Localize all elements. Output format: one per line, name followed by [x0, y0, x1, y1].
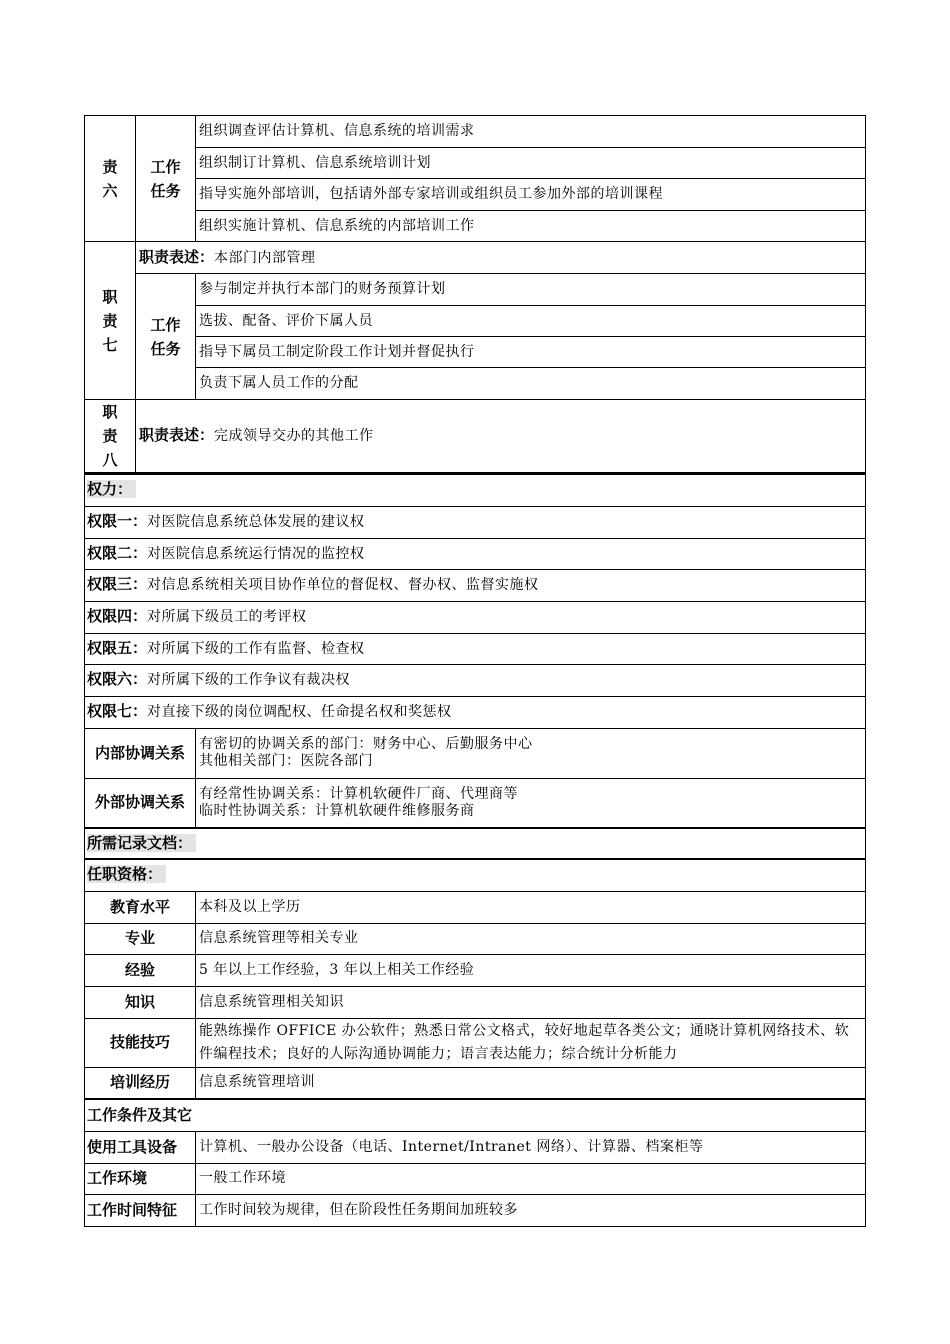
authority-item: 权限二：对医院信息系统运行情况的监控权: [85, 538, 866, 569]
authority-item: 权限七：对直接下级的岗位调配权、任命提名权和奖惩权: [85, 696, 866, 728]
qualification-value: 本科及以上学历: [196, 891, 866, 923]
duty7-desc-row: [136, 242, 866, 274]
duty6-task: 组织调查评估计算机、信息系统的培训需求: [196, 116, 866, 148]
qualification-label: 专业: [85, 923, 196, 954]
authority-item: 权限五：对所属下级的工作有监督、检查权: [85, 633, 866, 664]
external-label: 外部协调关系: [85, 778, 196, 828]
duty6-task: 组织实施计算机、信息系统的内部培训工作: [196, 211, 866, 242]
duty6-task: 指导实施外部培训，包括请外部专家培训或组织员工参加外部的培训课程: [196, 179, 866, 211]
details-table: [84, 473, 866, 1227]
authority-item: 权限四：对所属下级员工的考评权: [85, 601, 866, 633]
internal-value: 有密切的协调关系的部门：财务中心、后勤服务中心 其他相关部门：医院各部门: [196, 728, 866, 778]
duty8-label: 职责八: [85, 400, 136, 473]
duty7-label: 职责七: [85, 242, 136, 400]
duty7-task: 选拔、配备、评价下属人员: [196, 306, 866, 337]
qualification-value: 能熟练操作 OFFICE 办公软件；熟悉日常公文格式，较好地起草各类公文；通晓计算机网络技术、软件编程技术；良好的人际沟通协调能力；语言表达能力；综合统计分析能力: [196, 1018, 866, 1067]
duty6-task: 组织制订计算机、信息系统培训计划: [196, 148, 866, 179]
qualification-label: 培训经历: [85, 1067, 196, 1099]
condition-label: 工作时间特征: [85, 1194, 196, 1226]
qualifications-heading: 任职资格：: [87, 865, 166, 883]
authority-item: 权限一：对医院信息系统总体发展的建议权: [85, 506, 866, 538]
condition-label: 使用工具设备: [85, 1131, 196, 1163]
qualification-value: 信息系统管理等相关专业: [196, 923, 866, 954]
duty7-desc: 本部门内部管理: [214, 249, 316, 266]
duty7-task: 参与制定并执行本部门的财务预算计划: [196, 274, 866, 306]
qualification-label: 技能技巧: [85, 1018, 196, 1067]
authority-item: 权限三：对信息系统相关项目协作单位的督促权、督办权、监督实施权: [85, 569, 866, 601]
external-value: 有经常性协调关系：计算机软硬件厂商、代理商等 临时性协调关系：计算机软硬件维修服务商: [196, 778, 866, 828]
condition-value: 工作时间较为规律，但在阶段性任务期间加班较多: [196, 1194, 866, 1226]
qualification-value: 5 年以上工作经验，3 年以上相关工作经验: [196, 954, 866, 986]
duty7-task-label: 工作任务: [136, 274, 196, 400]
qualification-value: 信息系统管理培训: [196, 1067, 866, 1099]
job-description-document: [84, 115, 866, 1227]
duty6-task-label: 工作任务: [136, 116, 196, 242]
conditions-heading: 工作条件及其它: [85, 1099, 866, 1131]
qualification-value: 信息系统管理相关知识: [196, 986, 866, 1018]
records-heading: 所需记录文档：: [87, 834, 196, 852]
authority-heading-cell: [85, 474, 866, 506]
authority-item: 权限六：对所属下级的工作争议有裁决权: [85, 664, 866, 696]
duty7-desc-label: 职责表述：: [139, 247, 215, 266]
qualifications-heading-cell: [85, 859, 866, 891]
qualification-label: 经验: [85, 954, 196, 986]
records-heading-cell: [85, 828, 866, 859]
internal-label: 内部协调关系: [85, 728, 196, 778]
condition-value: 计算机、一般办公设备（电话、Internet/Intranet 网络）、计算器、档案柜等: [196, 1131, 866, 1163]
authority-heading: 权力：: [87, 480, 136, 498]
duty7-task: 指导下属员工制定阶段工作计划并督促执行: [196, 337, 866, 368]
duty8-desc-row: [136, 400, 866, 473]
duty8-desc: 完成领导交办的其他工作: [214, 428, 374, 444]
qualification-label: 知识: [85, 986, 196, 1018]
duty6-label: 责六: [85, 116, 136, 242]
qualification-label: 教育水平: [85, 891, 196, 923]
condition-label: 工作环境: [85, 1163, 196, 1194]
condition-value: 一般工作环境: [196, 1163, 866, 1194]
duty7-task: 负责下属人员工作的分配: [196, 368, 866, 400]
duties-table: [84, 115, 866, 473]
duty8-desc-label: 职责表述：: [139, 426, 215, 444]
